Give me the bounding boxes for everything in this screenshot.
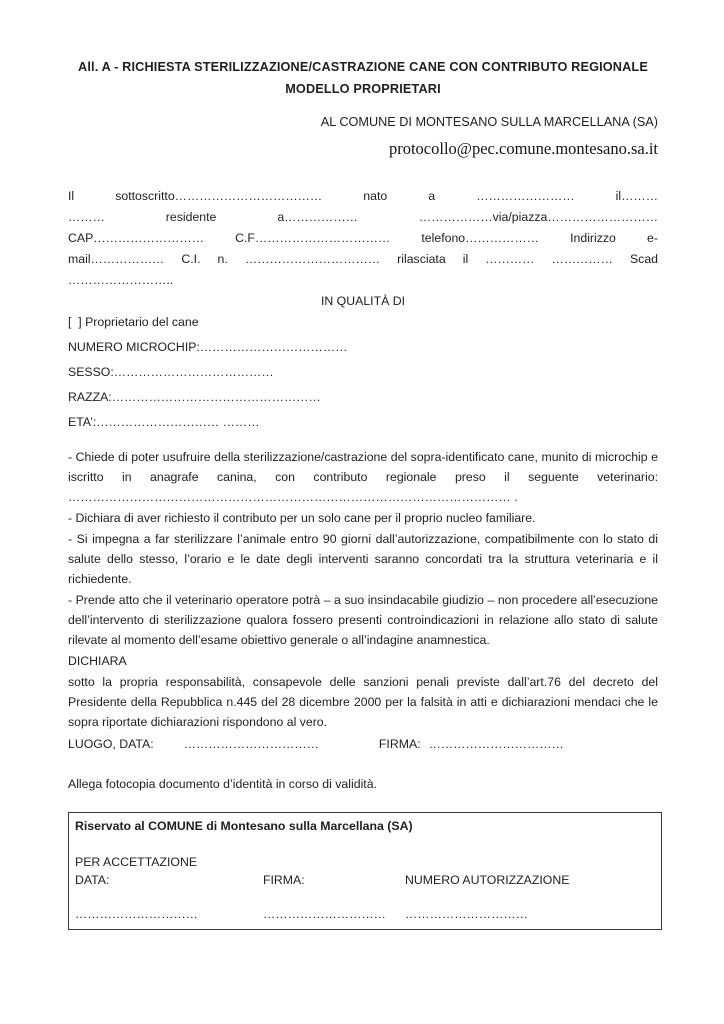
document-title — [68, 56, 658, 100]
firma-dotted-line: …………………………… — [428, 737, 564, 751]
declaration-dichiara — [68, 508, 658, 528]
declaration-prende-line: - Prende atto che il veterinario operatore potrà – a suo insindacabile giudizio – non procedere all’esecuzione — [68, 593, 658, 607]
recipient-block — [68, 113, 658, 159]
recipient-line: AL COMUNE DI MONTESANO SULLA MARCELLANA (SA) — [320, 115, 658, 129]
declaration-impegna-line: salute dello stesso, l’orario e le date degli interventi saranno concordati tra la struttura veterinaria e il — [68, 552, 658, 566]
box-firma-dotted-line: ………………………… — [263, 907, 386, 921]
firma-label: FIRMA: — [378, 737, 421, 751]
reserved-box-labels-row — [75, 871, 655, 889]
box-numero-dotted-line: ………………………… — [405, 907, 528, 921]
declaration-prende-line: rilevate al momento dell’esame obiettivo generale o all’indagine anamnestica. — [68, 633, 490, 647]
field-numero-microchip: NUMERO MICROCHIP:……………………………… — [68, 340, 348, 354]
responsibility-line: Presidente della Repubblica n.445 del 28 dicembre 2000 per la falsità in atti e dichiarazioni mendaci che le — [68, 695, 658, 709]
veterinario-dotted-line: ……………………………………………………………………………………………… . — [68, 490, 518, 504]
reserved-box-header: Riservato al COMUNE di Montesano sulla Marcellana (SA) — [75, 819, 413, 833]
box-firma-label: FIRMA: — [263, 873, 305, 887]
field-razza: RAZZA:…………………………………………… — [68, 390, 321, 404]
applicant-details-line: ……… residente a……………… ………………via/piazza……………………… — [68, 210, 658, 224]
box-data-dotted-line: ………………………… — [75, 907, 198, 921]
applicant-details-line: Il sottoscritto……………………………… nato a …………………… il……… — [68, 189, 658, 203]
box-data-label: DATA: — [75, 873, 110, 887]
field-sesso: SESSO:………………………………… — [68, 365, 274, 379]
declaration-prende-line: dell’intervento di sterilizzazione qualora fossero presenti controindicazioni in relazione allo stato di salute — [68, 613, 658, 627]
luogo-data-label: LUOGO, DATA: — [68, 737, 154, 751]
declaration-chiede-line: - Chiede di poter usufruire della sterilizzazione/castrazione del sopra-identificato cane, munito di microchip e — [68, 450, 658, 464]
pec-email-address: protocollo@pec.comune.montesano.sa.it — [388, 139, 658, 158]
applicant-details-line: CAP……………………… C.F…………………………… telefono……………… Indirizzo e- — [68, 231, 658, 245]
document-title-line2: MODELLO PROPRIETARI — [285, 82, 441, 96]
declaration-prende-atto — [68, 590, 658, 650]
document-title-line1: All. A - RICHIESTA STERILIZZAZIONE/CASTRAZIONE CANE CON CONTRIBUTO REGIONALE — [78, 60, 648, 74]
attachment-note: Allega fotocopia documento d’identità in corso di validità. — [68, 777, 377, 791]
municipality-reserved-box — [68, 812, 662, 930]
responsibility-paragraph — [68, 672, 658, 732]
per-accettazione-label: PER ACCETTAZIONE — [75, 855, 198, 869]
declaration-dichiara-line: - Dichiara di aver richiesto il contributo per un solo cane per il proprio nucleo familiare. — [68, 511, 536, 525]
declaration-impegna — [68, 529, 658, 589]
declaration-impegna-line: - Si impegna a far sterilizzare l’animale entro 90 giorni dall’autorizzazione, compatibilmente con lo stato di — [68, 532, 658, 546]
responsibility-line: sopra riportate dichiarazioni rispondono al vero. — [68, 715, 328, 729]
applicant-details-paragraph — [68, 186, 658, 291]
declaration-chiede — [68, 447, 658, 507]
field-eta: ETA’:………………………… ……… — [68, 415, 260, 429]
responsibility-line: sotto la propria responsabilità, consapevole delle sanzioni penali previste dall’art.76 del decreto del — [68, 675, 658, 689]
box-numero-autorizzazione-label: NUMERO AUTORIZZAZIONE — [405, 873, 570, 887]
declaration-impegna-line: richiedente. — [68, 572, 132, 586]
applicant-details-line: mail……………… C.I. n. …………………………… rilasciata il ………… …………… Scad — [68, 252, 658, 266]
luogo-data-dotted-line: …………………………… — [183, 737, 319, 751]
dog-data-fields — [68, 337, 658, 433]
owner-checkbox-line: [ ] Proprietario del cane — [68, 315, 199, 329]
reserved-box-dotted-row — [75, 905, 655, 923]
dichiara-heading: DICHIARA — [68, 654, 127, 668]
applicant-details-line: …………………….. — [68, 273, 174, 287]
declaration-chiede-line: iscritto in anagrafe canina, con contributo regionale preso il seguente veterinario: — [68, 470, 658, 484]
declarations-section — [68, 447, 658, 650]
in-qualita-heading: IN QUALITÀ DI — [320, 294, 406, 308]
signature-row — [68, 734, 658, 755]
